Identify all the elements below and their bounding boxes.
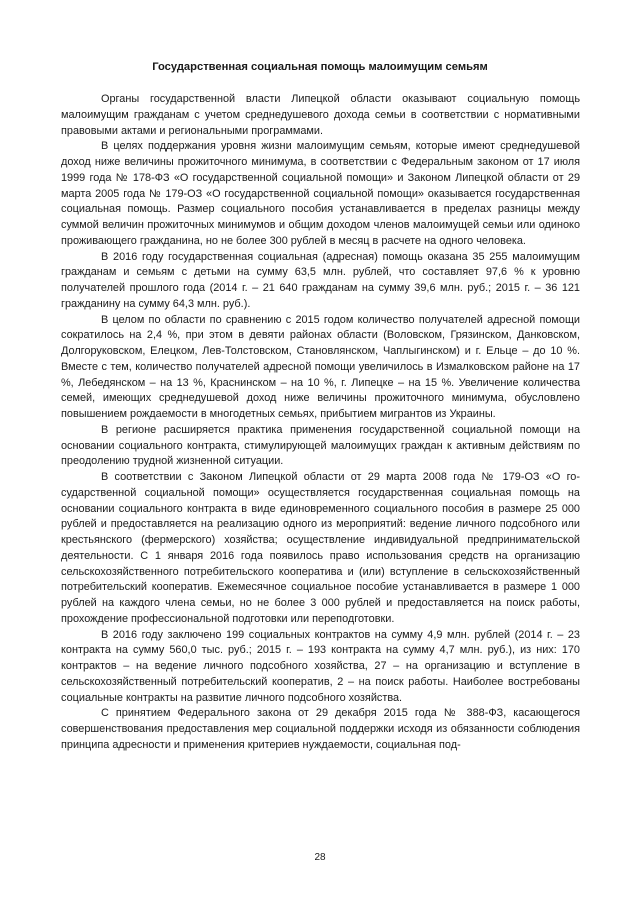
paragraph-6: В соответствии с Законом Липецкой области от 29 марта 2008 года № 179-ОЗ «О государственной социальной помощи» осуществляется государственная социальная помощь на основании социального контракта в виде единовременного социального пособия в размере 25 000 рублей и предоставляется на реализацию одного из мероприятий: ведение личного подсобного или крестьянского (фермерского) хозяйства; осуществление индивидуальной предпринимательской деятельности. С 1 января 2016 года появилось право использования средств на организацию сельскохозяйственного потребительского кооператива и (или) вступление в сельскохозяйственный потребительский кооператив. Ежемесячное социальное пособие устанавливается в размере 1 000 рублей на каждого члена семьи, но не более 3 000 рублей и предоставляется на поиск работы, прохождение профессиональной подготовки или переподготовки. (61, 471, 580, 625)
page-number: 28 (314, 852, 326, 863)
paragraph-4: В целом по области по сравнению с 2015 годом количество получателей адресной помощи сократилось на 2,4 %, при этом в девяти районах области (Воловском, Грязинском, Данковском, Долгоруковском, Елецком, Лев-Толстовском, Становлянском, Чаплыгинском) и г. Ельце – до 10 %. Вместе с тем, количество получателей адресной помощи увеличилось в Измалковском районе на 17 %, Лебедянском – на 13 %, Краснинском – на 10 %, г. Липецке – на 15 %. Увеличение количества семей, имеющих среднедушевой доход ниже величины прожиточного минимума, обусловлено повышением рождаемости в многодетных семьях, прибытием мигрантов из Украины. (61, 313, 580, 420)
paragraph-8: С принятием Федерального закона от 29 декабря 2015 года № 388-ФЗ, касающегося совершенствования предоставления мер социальной поддержки исходя из обязанности соблюдения принципа адресности и применения критериев нуждаемости, социальная под- (61, 707, 580, 751)
paragraph-1: Органы государственной власти Липецкой области оказывают социальную помощь малоимущим гражданам с учетом среднедушевого дохода семьи в соответствии с нормативными правовыми актами и региональными программами. (61, 93, 580, 137)
paragraph-7: В 2016 году заключено 199 социальных контрактов на сумму 4,9 млн. рублей (2014 г. – 23 контракта на сумму 560,0 тыс. руб.; 2015 г. – 193 контракта на сумму 4,7 млн. руб.), из них: 170 контрактов – на ведение личного подсобного хозяйства, 27 – на организацию и вступление в сельскохозяйственный потребительский кооператив, 2 – на поиск работы. Наиболее востребованы социальные контракты на развитие личного подсобного хозяйства. (61, 628, 580, 704)
paragraph-5: В регионе расширяется практика применения государственной социальной помощи на основании социального контракта, стимулирующей малоимущих граждан к активным действиям по преодолению трудной жизненной ситуации. (61, 423, 580, 468)
document-body (61, 92, 580, 754)
page-title: Государственная социальная помощь малоимущим семьям (152, 61, 488, 73)
paragraph-3: В 2016 году государственная социальная (адресная) помощь оказана 35 255 малоимущим гражданам и семьям с детьми на сумму 63,5 млн. рублей, что составляет 97,6 % к уровню получателей прошлого года (2014 г. – 21 640 гражданам на сумму 39,6 млн. руб.; 2015 г. – 36 121 гражданину на сумму 64,3 млн. руб.). (61, 250, 580, 310)
paragraph-2: В целях поддержания уровня жизни малоимущим семьям, которые имеют среднедушевой доход ниже величины прожиточного минимума, в соответствии с Федеральным законом от 17 июля 1999 года № 178-ФЗ «О государственной социальной помощи» и Законом Липецкой области от 29 марта 2005 года № 179-ОЗ «О государственной социальной помощи» оказывается государственная социальная помощь. Размер социального пособия устанавливается в пределах разницы между суммой величин прожиточных минимумов и общим доходом членов малоимущей семьи или одиноко проживающего гражданина, но не более 300 рублей в месяц в расчете на одного человека. (61, 140, 580, 247)
